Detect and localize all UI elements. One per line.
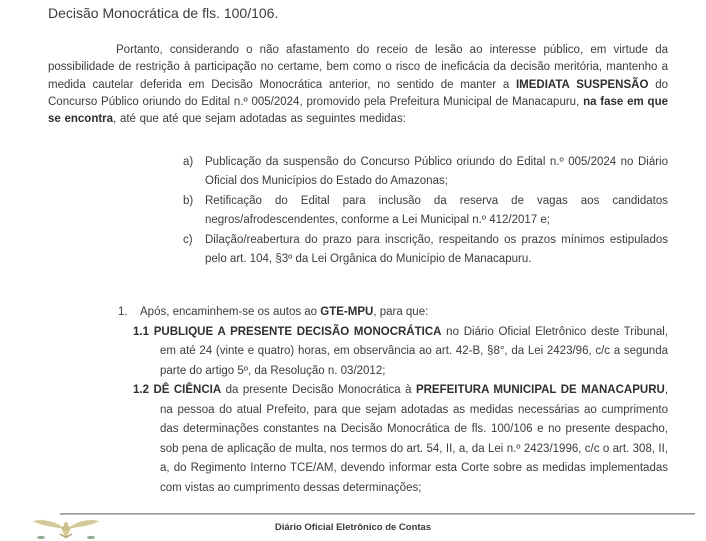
lettered-item: c) Dilação/reabertura do prazo para inscrição, respeitando os prazos mínimos estipulados pelo art. 104, §3º da Lei Orgânica do Município de Manacapuru.: [48, 231, 668, 270]
numbered-item: [48, 303, 668, 323]
item-marker: 1.: [118, 306, 128, 318]
lettered-item: b) Retificação do Edital para inclusão da reserva de vagas aos candidatos negros/afrodescendentes, conforme a Lei Municipal n.º 412/2017 e;: [48, 192, 668, 231]
tce-eagle-logo-icon: [28, 516, 104, 541]
page-title: Decisão Monocrática de fls. 100/106.: [48, 5, 279, 21]
item-marker: b): [183, 194, 194, 207]
item-marker: c): [183, 233, 193, 246]
item-marker: a): [183, 156, 194, 168]
intro-paragraph: Portanto, considerando o não afastamento do receio de lesão ao interesse público, em virtude da possibilidade de restrição à participação no certame, bem como o risco de ineficácia da decisão meritória, mantenho a medida cautelar deferida em Decisão Monocrática anterior, no sentido de manter a IMEDIATA SUSPENSÃO do Concurso Público oriundo do Edital n.º 005/2024, promovido pela Prefeitura Municipal de Manacapuru, na fase em que se encontra, até que até que sejam adotadas as seguintes medidas:: [48, 44, 668, 126]
lettered-list: [48, 153, 668, 269]
item-marker: 1.1: [133, 325, 154, 338]
item-marker: 1.2: [133, 384, 154, 396]
numbered-item-text: Após, encaminhem-se os autos ao GTE-MPU, para que:: [140, 306, 429, 318]
numbered-sub-item: 1.1 PUBLIQUE A PRESENTE DECISÃO MONOCRÁTICA no Diário Oficial Eletrônico deste Tribunal, em até 24 (vinte e quatro) horas, em observância ao art. 42-B, §8°, da Lei 2423/96, c/c a segunda parte do artigo 5º, da Resolução n. 03/2012;: [133, 325, 669, 377]
footer-divider: [60, 513, 695, 515]
footer-title: Diário Oficial Eletrônico de Contas: [274, 522, 432, 533]
lettered-item: a) Publicação da suspensão do Concurso Público oriundo do Edital n.º 005/2024 no Diário Oficial dos Municípios do Estado do Amazonas;: [48, 153, 668, 192]
numbered-sub-item: 1.2 DÊ CIÊNCIA da presente Decisão Monocrática à PREFEITURA MUNICIPAL DE MANACAPURU, na pessoa do atual Prefeito, para que sejam adotadas as medidas necessárias ao cumprimento das determinações constantes na Decisão Monocrática de fls. 100/106 e no presente despacho, sob pena de aplicação de multa, nos termos do art. 54, II, a, da Lei n.º 2423/1996, c/c o art. 308, II, a, do Regimento Interno TCE/AM, devendo informar esta Corte sobre as medidas implementadas com vistas ao cumprimento dessas determinações;: [133, 384, 669, 494]
sub-item-list: [48, 323, 668, 499]
numbered-section: [48, 303, 668, 498]
